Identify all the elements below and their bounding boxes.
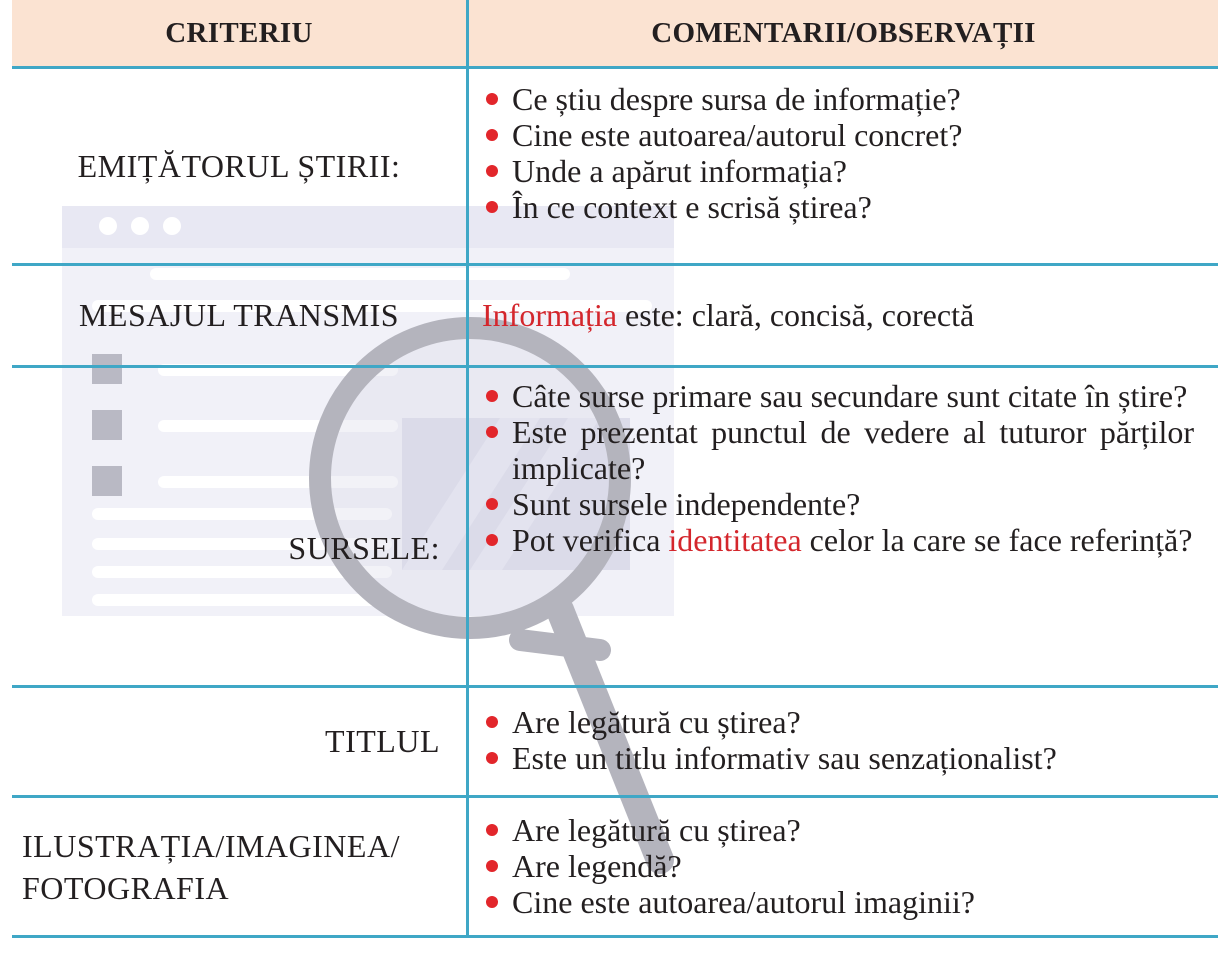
comments-surse [484,378,1194,558]
criterion-mesaj: MESAJUL TRANSMIS [78,297,400,333]
list-item: Este prezentat punctul de vedere al tuturor părților implicate? [484,414,1194,486]
table-row-titlu [12,688,1218,798]
list-item: Are legătură cu știrea? [484,704,1194,740]
list-item: Ce știu despre sursa de informație? [484,81,1194,117]
table-row-ilustratie [12,798,1218,938]
table-row-emitator [12,69,1218,266]
bullet-icon [486,165,498,177]
table-row-surse [12,368,1218,688]
list-item: Sunt sursele independente? [484,486,1194,522]
bullet-icon [486,498,498,510]
list-item: Are legătură cu știrea? [484,812,1194,848]
list-item: Unde a apărut informația? [484,153,1194,189]
bullet-icon [486,752,498,764]
criterion-ilustratie-line2: FOTOGRAFIA [22,869,230,906]
table-header [12,0,1218,69]
criterion-ilustratie [12,798,466,935]
list-item: Are legendă? [484,848,1194,884]
criterion-titlu: TITLUL [325,723,440,759]
list-item: Este un titlu informativ sau senzaționalist? [484,740,1194,776]
message-text: este: clară, concisă, corectă [617,297,975,333]
list-item: Câte surse primare sau secundare sunt citate în știre? [484,378,1194,414]
bullet-icon [486,824,498,836]
comments-emitator [484,81,1194,225]
bullet-icon [486,860,498,872]
comments-mesaj [482,266,1192,365]
list-item: Cine este autoarea/autorul imaginii? [484,884,1194,920]
comments-titlu [484,704,1194,776]
criterion-emitator: EMIȚĂTORUL ȘTIRII: [77,147,401,184]
header-criterion: CRITERIU [165,16,313,49]
table-row-mesaj [12,266,1218,368]
header-comments: COMENTARII/OBSERVAȚII [651,16,1036,49]
criterion-surse: SURSELE: [288,530,440,566]
list-item: În ce context e scrisă știrea? [484,189,1194,225]
criterion-ilustratie-line1: ILUSTRAȚIA/IMAGINEA/ [22,827,400,864]
bullet-icon [486,93,498,105]
highlight-identitatea: identitatea [668,522,802,558]
list-item: Pot verifica identitatea celor la care se face referință? [484,522,1194,558]
bullet-icon [486,390,498,402]
column-divider [466,0,469,935]
bullet-icon [486,896,498,908]
bullet-icon [486,129,498,141]
bullet-icon [486,201,498,213]
bullet-icon [486,716,498,728]
highlight-informatia: Informația [482,297,618,333]
list-item: Cine este autoarea/autorul concret? [484,117,1194,153]
bullet-icon [486,534,498,546]
comments-ilustratie [484,812,1194,920]
bullet-icon [486,426,498,438]
